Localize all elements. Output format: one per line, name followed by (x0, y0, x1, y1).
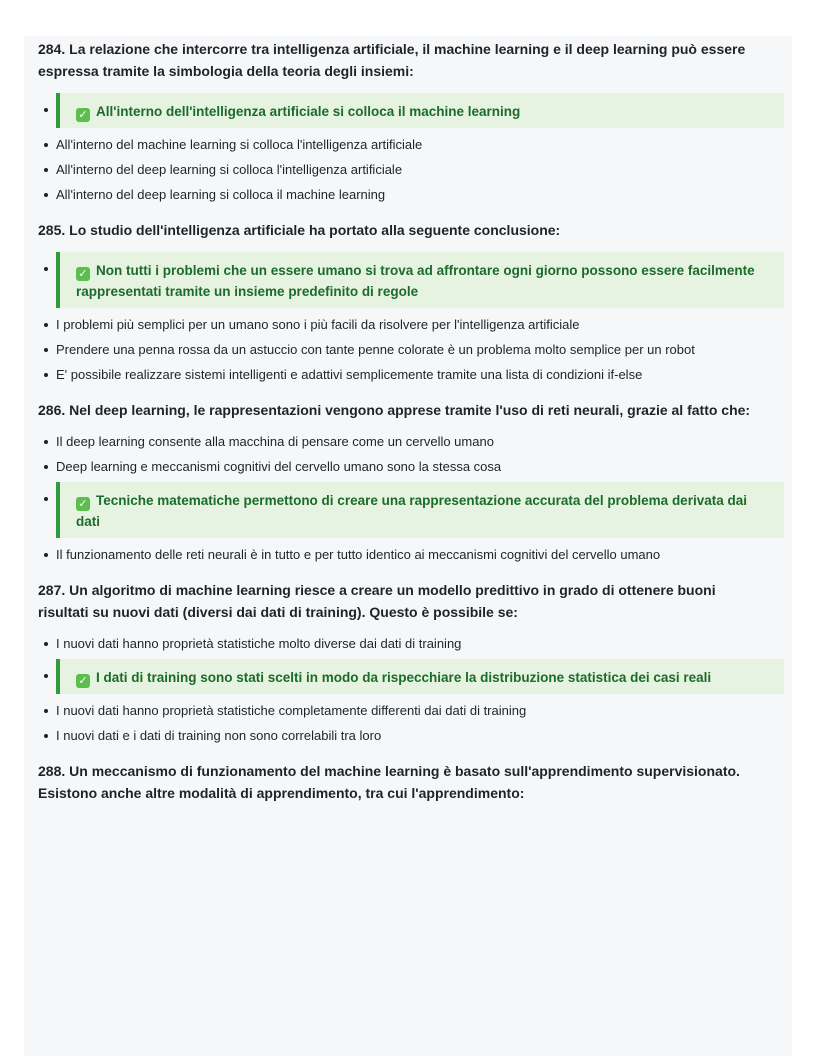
option-list (24, 90, 792, 207)
question-286 (24, 399, 792, 567)
option-correct (24, 249, 792, 312)
option (24, 157, 792, 182)
question-284 (24, 38, 792, 207)
option-label: All'interno dell'intelligenza artificiale si colloca il machine learning (96, 104, 521, 119)
option (24, 132, 792, 157)
option-label: I nuovi dati hanno proprietà statistiche completamente differenti dai dati di training (56, 703, 527, 718)
option-label: I dati di training sono stati scelti in modo da rispecchiare la distribuzione statistica dei casi reali (96, 670, 712, 685)
option-label: I nuovi dati e i dati di training non sono correlabili tra loro (56, 728, 382, 743)
option (24, 362, 792, 387)
option-label: E' possibile realizzare sistemi intelligenti e adattivi semplicemente tramite una lista di condizioni if-else (56, 367, 643, 382)
option-list (24, 631, 792, 748)
quiz-page (24, 36, 792, 1056)
option (24, 182, 792, 207)
check-box-icon: ✓ (76, 674, 90, 688)
question-text: 287. Un algoritmo di machine learning riesce a creare un modello predittivo in grado di ottenere buoni risultati su nuovi dati (diversi dai dati di training). Questo è possibile se: (38, 582, 716, 620)
option-label: I nuovi dati hanno proprietà statistiche molto diverse dai dati di training (56, 636, 462, 651)
option-list (24, 429, 792, 567)
option (24, 542, 792, 567)
check-box-icon: ✓ (76, 267, 90, 281)
check-box-icon: ✓ (76, 497, 90, 511)
question-285 (24, 219, 792, 387)
option-correct (24, 656, 792, 698)
option (24, 337, 792, 362)
option (24, 631, 792, 656)
check-box-icon: ✓ (76, 108, 90, 122)
option-label: I problemi più semplici per un umano sono i più facili da risolvere per l'intelligenza artificiale (56, 317, 580, 332)
option (24, 723, 792, 748)
option-correct (24, 90, 792, 132)
option-label: All'interno del machine learning si colloca l'intelligenza artificiale (56, 137, 423, 152)
option-label: All'interno del deep learning si colloca l'intelligenza artificiale (56, 162, 403, 177)
option-label: Non tutti i problemi che un essere umano si trova ad affrontare ogni giorno possono essere facilmente rappresentati tramite un insieme predefinito di regole (76, 263, 755, 299)
question-287 (24, 579, 792, 748)
question-text: 284. La relazione che intercorre tra intelligenza artificiale, il machine learning e il deep learning può essere espressa tramite la simbologia della teoria degli insiemi: (38, 41, 746, 79)
option-label: Tecniche matematiche permettono di creare una rappresentazione accurata del problema derivata dai dati (76, 493, 747, 529)
option-list (24, 249, 792, 387)
option (24, 312, 792, 337)
option (24, 429, 792, 454)
option-label: All'interno del deep learning si colloca il machine learning (56, 187, 386, 202)
option-label: Il deep learning consente alla macchina di pensare come un cervello umano (56, 434, 494, 449)
question-text: 288. Un meccanismo di funzionamento del machine learning è basato sull'apprendimento supervisionato. Esistono anche altre modalità di apprendimento, tra cui l'apprendimento: (38, 763, 740, 801)
option (24, 698, 792, 723)
option-label: Il funzionamento delle reti neurali è in tutto e per tutto identico ai meccanismi cognitivi del cervello umano (56, 547, 661, 562)
question-list (24, 36, 792, 804)
option-correct (24, 479, 792, 542)
question-text: 286. Nel deep learning, le rappresentazioni vengono apprese tramite l'uso di reti neurali, grazie al fatto che: (38, 402, 751, 418)
option-label: Prendere una penna rossa da un astuccio con tante penne colorate è un problema molto semplice per un robot (56, 342, 695, 357)
question-text: 285. Lo studio dell'intelligenza artificiale ha portato alla seguente conclusione: (38, 222, 561, 238)
question-288 (24, 760, 792, 804)
option-label: Deep learning e meccanismi cognitivi del cervello umano sono la stessa cosa (56, 459, 502, 474)
option (24, 454, 792, 479)
